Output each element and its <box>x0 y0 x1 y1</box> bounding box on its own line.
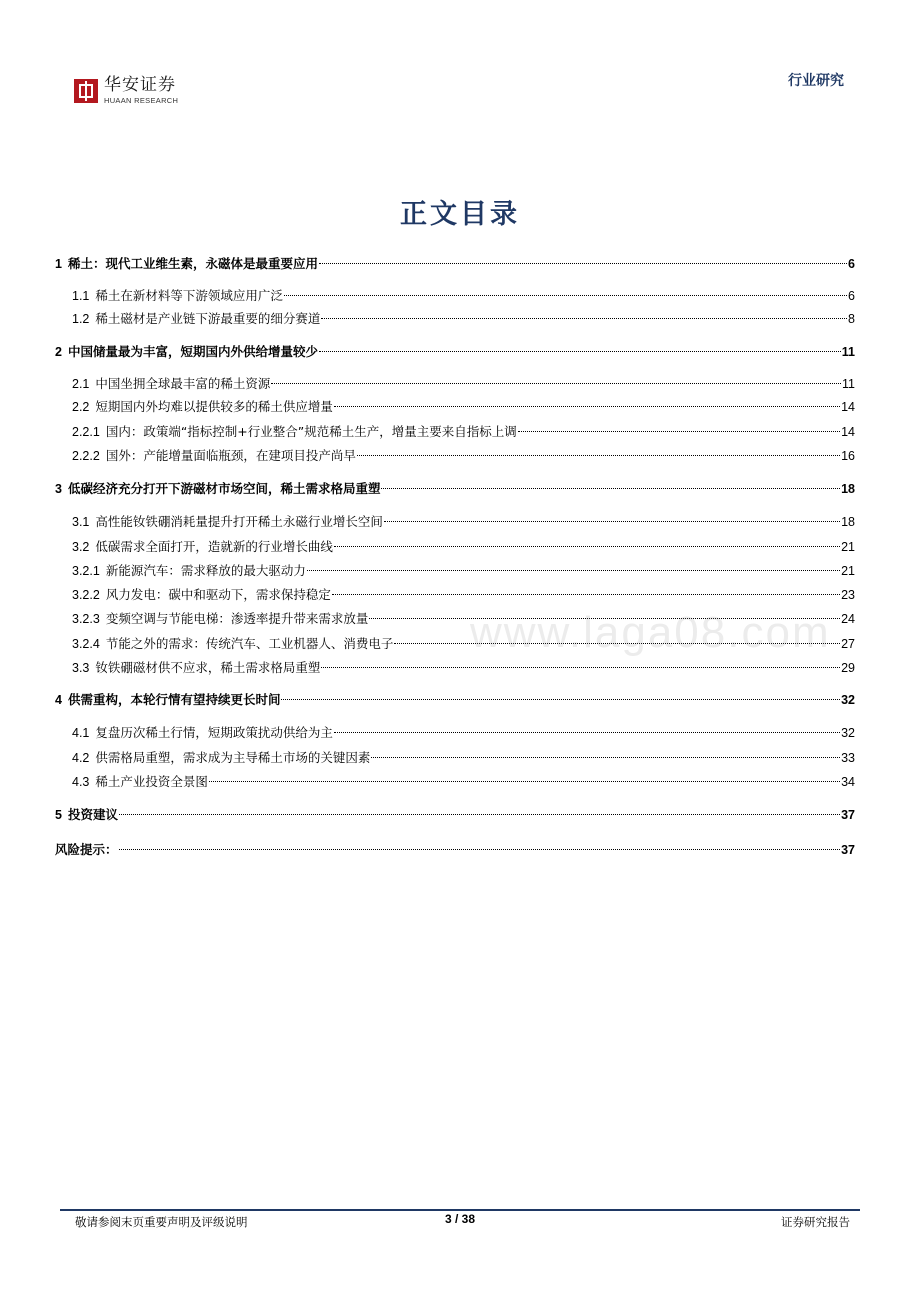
toc-entry-title: 新能源汽车：需求释放的最大驱动力 <box>105 563 306 578</box>
toc-dot-leader <box>332 594 840 595</box>
toc-dot-leader <box>321 318 847 319</box>
toc-entry[interactable] <box>55 374 855 394</box>
toc-entry-page: 6 <box>848 257 855 271</box>
toc-entry[interactable] <box>55 479 855 499</box>
toc-entry-title: 低碳经济充分打开下游磁材市场空间，稀土需求格局重塑 <box>67 481 381 496</box>
toc-entry-page: 23 <box>841 588 855 602</box>
toc-entry-page: 18 <box>841 515 855 529</box>
toc-entry[interactable] <box>55 342 855 362</box>
toc-entry-number: 3.2.4 <box>72 637 100 651</box>
toc-entry-page: 6 <box>848 289 855 303</box>
toc-entry-title: 国外：产能增量面临瓶颈，在建项目投产尚早 <box>105 448 356 463</box>
toc-dot-leader <box>384 521 840 522</box>
toc-entry[interactable] <box>55 772 855 792</box>
toc-entry-title: 复盘历次稀土行情，短期政策扰动供给为主 <box>95 725 333 740</box>
logo-chinese-name: 华安证券 <box>104 75 176 95</box>
toc-entry-page: 37 <box>841 808 855 822</box>
toc-entry[interactable] <box>55 585 855 605</box>
toc-dot-leader <box>307 570 840 571</box>
toc-entry-page: 14 <box>841 400 855 414</box>
toc-entry-title: 稀土产业投资全景图 <box>95 774 208 789</box>
toc-entry[interactable] <box>55 254 855 274</box>
watermark: www.laga08.com <box>470 608 831 657</box>
toc-dot-leader <box>209 781 840 782</box>
toc-dot-leader <box>334 406 840 407</box>
toc-entry[interactable] <box>55 840 855 860</box>
toc-entry-title: 稀土磁材是产业链下游最重要的细分赛道 <box>95 311 321 326</box>
toc-dot-leader <box>284 295 847 296</box>
toc-entry-title: 稀土在新材料等下游领域应用广泛 <box>95 288 283 303</box>
toc-dot-leader <box>381 488 840 489</box>
logo-seal-icon <box>74 79 98 103</box>
toc-entry-number: 2.2 <box>72 400 90 414</box>
toc-entry-page: 32 <box>841 726 855 740</box>
toc-entry-number: 4 <box>55 693 62 707</box>
logo-english-name: HUAAN RESEARCH <box>104 96 179 105</box>
toc-dot-leader <box>357 455 840 456</box>
toc-dot-leader <box>334 546 840 547</box>
footer-report-type: 证券研究报告 <box>781 1215 850 1229</box>
toc-entry[interactable] <box>55 690 855 710</box>
toc-dot-leader <box>119 814 840 815</box>
toc-entry-number: 4.1 <box>72 726 90 740</box>
toc-entry-number: 3.2 <box>72 540 90 554</box>
toc-entry[interactable] <box>55 446 855 466</box>
toc-entry[interactable] <box>55 422 855 442</box>
toc-entry-title: 高性能钕铁硼消耗量提升打开稀土永磁行业增长空间 <box>95 514 383 529</box>
toc-entry-number: 4.3 <box>72 775 90 789</box>
toc-entry[interactable] <box>55 286 855 306</box>
footer-disclaimer: 敬请参阅末页重要声明及评级说明 <box>75 1215 248 1229</box>
toc-entry-number: 3.1 <box>72 515 90 529</box>
toc-dot-leader <box>321 667 840 668</box>
toc-entry-page: 32 <box>841 693 855 707</box>
toc-entry-number: 3 <box>55 482 62 496</box>
toc-entry-title: 钕铁硼磁材供不应求，稀土需求格局重塑 <box>95 660 321 675</box>
toc-entry-title: 节能之外的需求：传统汽车、工业机器人、消费电子 <box>105 636 394 651</box>
toc-entry-title: 中国坐拥全球最丰富的稀土资源 <box>95 376 271 391</box>
toc-dot-leader <box>281 699 840 700</box>
toc-entry-title: 短期国内外均难以提供较多的稀土供应增量 <box>95 399 333 414</box>
toc-dot-leader <box>319 351 841 352</box>
toc-dot-leader <box>271 383 841 384</box>
company-logo <box>74 76 178 105</box>
toc-entry[interactable] <box>55 537 855 557</box>
toc-entry-title: 国内：政策端“指标控制+行业整合”规范稀土生产，增量主要来自指标上调 <box>105 424 517 439</box>
toc-dot-leader <box>334 732 840 733</box>
toc-entry-number: 5 <box>55 808 62 822</box>
toc-entry[interactable] <box>55 723 855 743</box>
toc-entry-title: 供需重构，本轮行情有望持续更长时间 <box>67 692 281 707</box>
toc-entry-page: 14 <box>841 425 855 439</box>
toc-entry-page: 34 <box>841 775 855 789</box>
toc-entry-number: 3.3 <box>72 661 90 675</box>
toc-entry-title: 低碳需求全面打开，造就新的行业增长曲线 <box>95 539 333 554</box>
toc-dot-leader <box>518 431 840 432</box>
toc-entry-number: 3.2.3 <box>72 612 100 626</box>
toc-entry-number: 1 <box>55 257 62 271</box>
toc-entry-number: 2.2.2 <box>72 449 100 463</box>
report-category: 行业研究 <box>788 73 844 89</box>
toc-entry-number: 1.1 <box>72 289 90 303</box>
toc-entry-page: 11 <box>841 345 855 359</box>
toc-entry-number: 1.2 <box>72 312 90 326</box>
toc-entry-page: 24 <box>841 612 855 626</box>
toc-entry-number: 2 <box>55 345 62 359</box>
toc-entry-number: 2.1 <box>72 377 90 391</box>
toc-entry[interactable] <box>55 397 855 417</box>
toc-dot-leader <box>371 757 840 758</box>
toc-entry[interactable] <box>55 658 855 678</box>
toc-entry-page: 33 <box>841 751 855 765</box>
toc-entry-title: 投资建议 <box>67 807 118 822</box>
toc-entry-title: 变频空调与节能电梯：渗透率提升带来需求放量 <box>105 611 369 626</box>
toc-entry-page: 21 <box>841 564 855 578</box>
toc-entry[interactable] <box>55 561 855 581</box>
toc-entry-page: 8 <box>848 312 855 326</box>
toc-entry-title: 中国储量最为丰富，短期国内外供给增量较少 <box>67 344 318 359</box>
toc-entry-page: 18 <box>841 482 855 496</box>
toc-dot-leader <box>119 849 841 850</box>
toc-entry-title: 供需格局重塑，需求成为主导稀土市场的关键因素 <box>95 750 371 765</box>
page-number: 3 / 38 <box>444 1212 476 1226</box>
toc-entry-page: 11 <box>842 377 855 391</box>
toc-entry[interactable] <box>55 748 855 768</box>
toc-entry-page: 29 <box>841 661 855 675</box>
toc-entry-number: 4.2 <box>72 751 90 765</box>
page-title: 正文目录 <box>400 199 520 230</box>
toc-entry[interactable] <box>55 512 855 532</box>
toc-entry-number: 3.2.1 <box>72 564 100 578</box>
toc-entry-title: 稀土：现代工业维生素，永磁体是最重要应用 <box>67 256 318 271</box>
toc-entry[interactable] <box>55 309 855 329</box>
toc-entry-page: 37 <box>841 843 855 857</box>
toc-dot-leader <box>319 263 847 264</box>
toc-entry[interactable] <box>55 805 855 825</box>
toc-entry-page: 27 <box>841 637 855 651</box>
toc-entry-number: 2.2.1 <box>72 425 100 439</box>
footer-divider <box>60 1209 860 1211</box>
toc-entry-page: 21 <box>841 540 855 554</box>
toc-entry-number: 3.2.2 <box>72 588 100 602</box>
toc-entry-page: 16 <box>841 449 855 463</box>
toc-entry-title: 风险提示： <box>55 842 118 857</box>
toc-entry-title: 风力发电：碳中和驱动下，需求保持稳定 <box>105 587 331 602</box>
